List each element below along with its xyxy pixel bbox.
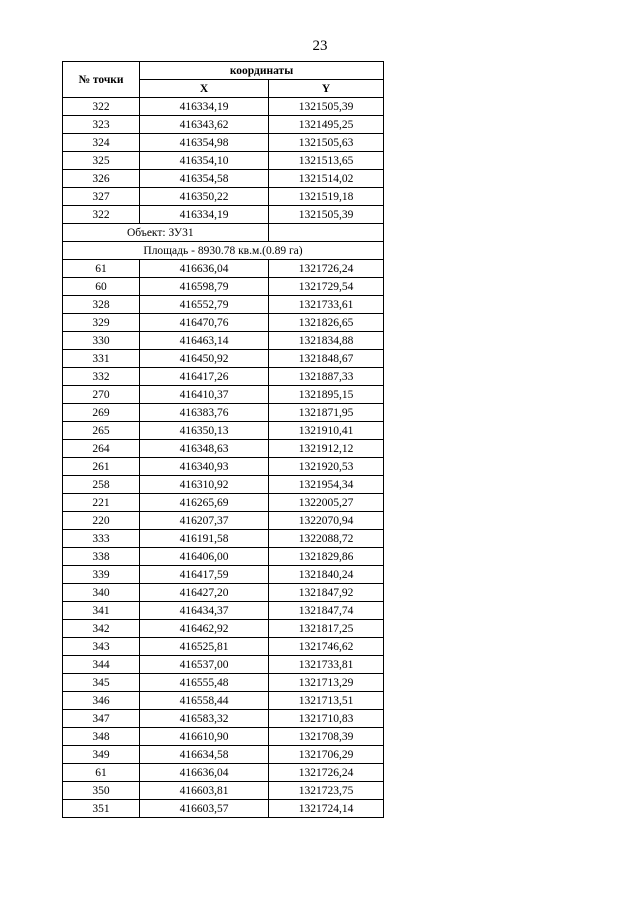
object-label: Объект: ЗУ31 (63, 224, 269, 242)
point-number-cell: 61 (63, 260, 140, 278)
x-coordinate-cell: 416343,62 (140, 116, 269, 134)
x-coordinate-cell: 416450,92 (140, 350, 269, 368)
point-number-cell: 332 (63, 368, 140, 386)
x-coordinate-cell: 416383,76 (140, 404, 269, 422)
table-row (63, 746, 384, 764)
point-number-cell: 264 (63, 440, 140, 458)
table-row (63, 782, 384, 800)
table-row (63, 440, 384, 458)
y-coordinate-cell: 1321733,81 (269, 656, 384, 674)
y-coordinate-cell: 1321513,65 (269, 152, 384, 170)
point-number-cell: 61 (63, 764, 140, 782)
x-coordinate-cell: 416191,58 (140, 530, 269, 548)
point-number-cell: 327 (63, 188, 140, 206)
table-row (63, 566, 384, 584)
x-coordinate-cell: 416434,37 (140, 602, 269, 620)
table-row (63, 710, 384, 728)
point-number-cell: 347 (63, 710, 140, 728)
page-number: 23 (312, 38, 328, 54)
y-coordinate-cell: 1321713,51 (269, 692, 384, 710)
y-coordinate-cell: 1321726,24 (269, 764, 384, 782)
y-coordinate-cell: 1321817,25 (269, 620, 384, 638)
x-coordinate-cell: 416350,22 (140, 188, 269, 206)
y-coordinate-cell: 1321954,34 (269, 476, 384, 494)
x-coordinate-cell: 416334,19 (140, 98, 269, 116)
point-number-cell: 346 (63, 692, 140, 710)
table-row (63, 530, 384, 548)
table-row (63, 170, 384, 188)
table-body-group1 (63, 98, 384, 224)
x-coordinate-cell: 416463,14 (140, 332, 269, 350)
y-coordinate-cell: 1321505,39 (269, 206, 384, 224)
point-number-cell: 325 (63, 152, 140, 170)
point-number-cell: 344 (63, 656, 140, 674)
y-coordinate-cell: 1321910,41 (269, 422, 384, 440)
point-number-cell: 220 (63, 512, 140, 530)
point-number-cell: 340 (63, 584, 140, 602)
x-coordinate-cell: 416598,79 (140, 278, 269, 296)
y-coordinate-cell: 1321834,88 (269, 332, 384, 350)
point-number-cell: 324 (63, 134, 140, 152)
y-coordinate-cell: 1321746,62 (269, 638, 384, 656)
x-coordinate-cell: 416634,58 (140, 746, 269, 764)
point-number-cell: 269 (63, 404, 140, 422)
point-number-cell: 329 (63, 314, 140, 332)
table-row (63, 314, 384, 332)
table-row (63, 476, 384, 494)
x-coordinate-cell: 416354,10 (140, 152, 269, 170)
y-coordinate-cell: 1321505,39 (269, 98, 384, 116)
x-coordinate-cell: 416334,19 (140, 206, 269, 224)
table-row (63, 152, 384, 170)
point-number-cell: 221 (63, 494, 140, 512)
header-y: Y (269, 80, 384, 98)
x-coordinate-cell: 416555,48 (140, 674, 269, 692)
y-coordinate-cell: 1321519,18 (269, 188, 384, 206)
table-row (63, 602, 384, 620)
point-number-cell: 343 (63, 638, 140, 656)
area-label: Площадь - 8930.78 кв.м.(0.89 га) (63, 242, 384, 260)
table-row (63, 800, 384, 818)
point-number-cell: 350 (63, 782, 140, 800)
table-row (63, 98, 384, 116)
x-coordinate-cell: 416406,00 (140, 548, 269, 566)
header-x: X (140, 80, 269, 98)
point-number-cell: 330 (63, 332, 140, 350)
y-coordinate-cell: 1321710,83 (269, 710, 384, 728)
point-number-cell: 265 (63, 422, 140, 440)
table-row (63, 278, 384, 296)
object-info (63, 224, 384, 260)
point-number-cell: 270 (63, 386, 140, 404)
header-coordinates: координаты (140, 62, 384, 80)
y-coordinate-cell: 1321713,29 (269, 674, 384, 692)
x-coordinate-cell: 416348,63 (140, 440, 269, 458)
table-row (63, 368, 384, 386)
x-coordinate-cell: 416417,26 (140, 368, 269, 386)
point-number-cell: 322 (63, 98, 140, 116)
object-label-empty-cell (269, 224, 384, 242)
y-coordinate-cell: 1321724,14 (269, 800, 384, 818)
header-point-number: № точки (63, 62, 140, 98)
table-row (63, 494, 384, 512)
table-body-group2 (63, 260, 384, 818)
x-coordinate-cell: 416636,04 (140, 260, 269, 278)
table-row (63, 116, 384, 134)
table-row (63, 422, 384, 440)
table-row (63, 692, 384, 710)
table-row (63, 548, 384, 566)
x-coordinate-cell: 416552,79 (140, 296, 269, 314)
table-row (63, 728, 384, 746)
y-coordinate-cell: 1321706,29 (269, 746, 384, 764)
point-number-cell: 341 (63, 602, 140, 620)
x-coordinate-cell: 416417,59 (140, 566, 269, 584)
table-row (63, 260, 384, 278)
point-number-cell: 348 (63, 728, 140, 746)
x-coordinate-cell: 416340,93 (140, 458, 269, 476)
x-coordinate-cell: 416427,20 (140, 584, 269, 602)
y-coordinate-cell: 1321847,92 (269, 584, 384, 602)
x-coordinate-cell: 416558,44 (140, 692, 269, 710)
point-number-cell: 331 (63, 350, 140, 368)
x-coordinate-cell: 416537,00 (140, 656, 269, 674)
table-row (63, 584, 384, 602)
point-number-cell: 322 (63, 206, 140, 224)
x-coordinate-cell: 416462,92 (140, 620, 269, 638)
x-coordinate-cell: 416636,04 (140, 764, 269, 782)
y-coordinate-cell: 1321726,24 (269, 260, 384, 278)
table-row (63, 764, 384, 782)
point-number-cell: 258 (63, 476, 140, 494)
point-number-cell: 339 (63, 566, 140, 584)
table-row (63, 188, 384, 206)
point-number-cell: 338 (63, 548, 140, 566)
table-row (63, 350, 384, 368)
table-row (63, 458, 384, 476)
y-coordinate-cell: 1321505,63 (269, 134, 384, 152)
x-coordinate-cell: 416354,58 (140, 170, 269, 188)
y-coordinate-cell: 1321871,95 (269, 404, 384, 422)
x-coordinate-cell: 416354,98 (140, 134, 269, 152)
y-coordinate-cell: 1321723,75 (269, 782, 384, 800)
x-coordinate-cell: 416410,37 (140, 386, 269, 404)
table-row (63, 620, 384, 638)
y-coordinate-cell: 1321920,53 (269, 458, 384, 476)
table-row (63, 206, 384, 224)
point-number-cell: 351 (63, 800, 140, 818)
point-number-cell: 60 (63, 278, 140, 296)
y-coordinate-cell: 1321840,24 (269, 566, 384, 584)
point-number-cell: 342 (63, 620, 140, 638)
x-coordinate-cell: 416350,13 (140, 422, 269, 440)
y-coordinate-cell: 1322088,72 (269, 530, 384, 548)
x-coordinate-cell: 416603,57 (140, 800, 269, 818)
y-coordinate-cell: 1321895,15 (269, 386, 384, 404)
table-row (63, 296, 384, 314)
table-row (63, 386, 384, 404)
table-row (63, 404, 384, 422)
point-number-cell: 328 (63, 296, 140, 314)
coordinates-table (62, 61, 384, 818)
x-coordinate-cell: 416610,90 (140, 728, 269, 746)
table-row (63, 512, 384, 530)
y-coordinate-cell: 1321495,25 (269, 116, 384, 134)
y-coordinate-cell: 1321708,39 (269, 728, 384, 746)
table-row (63, 134, 384, 152)
y-coordinate-cell: 1321514,02 (269, 170, 384, 188)
x-coordinate-cell: 416265,69 (140, 494, 269, 512)
x-coordinate-cell: 416583,32 (140, 710, 269, 728)
y-coordinate-cell: 1321912,12 (269, 440, 384, 458)
point-number-cell: 323 (63, 116, 140, 134)
y-coordinate-cell: 1321826,65 (269, 314, 384, 332)
x-coordinate-cell: 416310,92 (140, 476, 269, 494)
y-coordinate-cell: 1321829,86 (269, 548, 384, 566)
y-coordinate-cell: 1321887,33 (269, 368, 384, 386)
table-row (63, 638, 384, 656)
table-row (63, 674, 384, 692)
x-coordinate-cell: 416207,37 (140, 512, 269, 530)
table-row (63, 656, 384, 674)
point-number-cell: 349 (63, 746, 140, 764)
y-coordinate-cell: 1322070,94 (269, 512, 384, 530)
table-row (63, 332, 384, 350)
point-number-cell: 261 (63, 458, 140, 476)
point-number-cell: 345 (63, 674, 140, 692)
y-coordinate-cell: 1321733,61 (269, 296, 384, 314)
y-coordinate-cell: 1321729,54 (269, 278, 384, 296)
point-number-cell: 333 (63, 530, 140, 548)
y-coordinate-cell: 1322005,27 (269, 494, 384, 512)
point-number-cell: 326 (63, 170, 140, 188)
x-coordinate-cell: 416603,81 (140, 782, 269, 800)
y-coordinate-cell: 1321847,74 (269, 602, 384, 620)
x-coordinate-cell: 416525,81 (140, 638, 269, 656)
x-coordinate-cell: 416470,76 (140, 314, 269, 332)
y-coordinate-cell: 1321848,67 (269, 350, 384, 368)
